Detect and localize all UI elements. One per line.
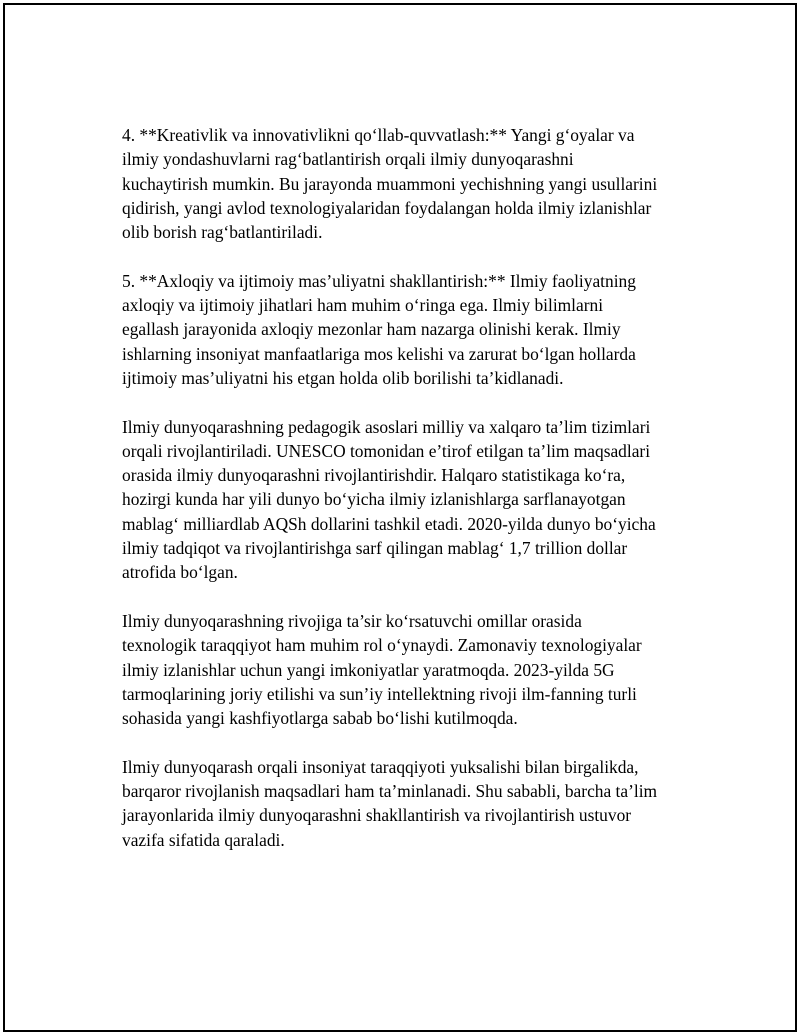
text-line: vazifa sifatida qaraladi.: [122, 829, 285, 850]
text-line: Ilmiy dunyoqarash orqali insoniyat taraqqiyoti yuksalishi bilan birgalikda,: [122, 756, 639, 777]
paragraph-conclusion: [122, 755, 702, 852]
text-line: barqaror rivojlanish maqsadlari ham ta’minlanadi. Shu sababli, barcha ta’lim: [122, 781, 658, 802]
text-line: jarayonlarida ilmiy dunyoqarashni shakllantirish va rivojlantirish ustuvor: [122, 805, 632, 826]
text-line: ilmiy yondashuvlarni rag‘batlantirish orqali ilmiy dunyoqarashni: [122, 149, 574, 170]
text-line: hozirgi kunda har yili dunyo bo‘yicha ilmiy izlanishlarga sarflanayotgan: [122, 489, 626, 510]
text-line: olib borish rag‘batlantiriladi.: [122, 222, 323, 243]
text-line: 5. **Axloqiy va ijtimoiy mas’uliyatni shakllantirish:** Ilmiy faoliyatning: [122, 270, 636, 291]
text-line: texnologik taraqqiyot ham muhim rol o‘ynaydi. Zamonaviy texnologiyalar: [122, 635, 642, 656]
paragraph-ethics: [122, 269, 702, 390]
text-line: egallash jarayonida axloqiy mezonlar ham nazarga olinishi kerak. Ilmiy: [122, 319, 621, 340]
text-line: ijtimoiy mas’uliyatni his etgan holda olib borilishi ta’kidlanadi.: [122, 367, 564, 388]
text-line: atrofida bo‘lgan.: [122, 562, 238, 583]
text-line: mablag‘ milliardlab AQSh dollarini tashkil etadi. 2020-yilda dunyo bo‘yicha: [122, 513, 656, 534]
paragraph-technology: [122, 609, 702, 730]
text-line: 4. **Kreativlik va innovativlikni qo‘llab-quvvatlash:** Yangi g‘oyalar va: [122, 125, 635, 145]
paragraph-creativity: [122, 123, 702, 244]
text-line: axloqiy va ijtimoiy jihatlari ham muhim o‘ringa ega. Ilmiy bilimlarni: [122, 295, 604, 316]
text-line: sohasida yangi kashfiyotlarga sabab bo‘lishi kutilmoqda.: [122, 708, 518, 729]
paragraph-pedagogical-foundations: [122, 415, 702, 585]
text-line: orqali rivojlantiriladi. UNESCO tomonidan e’tirof etilgan ta’lim maqsadlari: [122, 440, 651, 461]
text-line: orasida ilmiy dunyoqarashni rivojlantirishdir. Halqaro statistikaga ko‘ra,: [122, 465, 626, 486]
text-line: kuchaytirish mumkin. Bu jarayonda muammoni yechishning yangi usullarini: [122, 173, 658, 194]
text-line: Ilmiy dunyoqarashning pedagogik asoslari milliy va xalqaro ta’lim tizimlari: [122, 416, 651, 437]
document-body: [122, 123, 702, 876]
text-line: ilmiy izlanishlar uchun yangi imkoniyatlar yaratmoqda. 2023-yilda 5G: [122, 659, 615, 680]
page-frame: [3, 3, 797, 1032]
text-line: ishlarning insoniyat manfaatlariga mos kelishi va zarurat bo‘lgan hollarda: [122, 343, 636, 364]
text-line: Ilmiy dunyoqarashning rivojiga ta’sir ko‘rsatuvchi omillar orasida: [122, 610, 582, 631]
text-line: qidirish, yangi avlod texnologiyalaridan foydalangan holda ilmiy izlanishlar: [122, 197, 652, 218]
text-line: tarmoqlarining joriy etilishi va sun’iy intellektning rivoji ilm-fanning turli: [122, 683, 637, 704]
text-line: ilmiy tadqiqot va rivojlantirishga sarf qilingan mablag‘ 1,7 trillion dollar: [122, 538, 628, 559]
